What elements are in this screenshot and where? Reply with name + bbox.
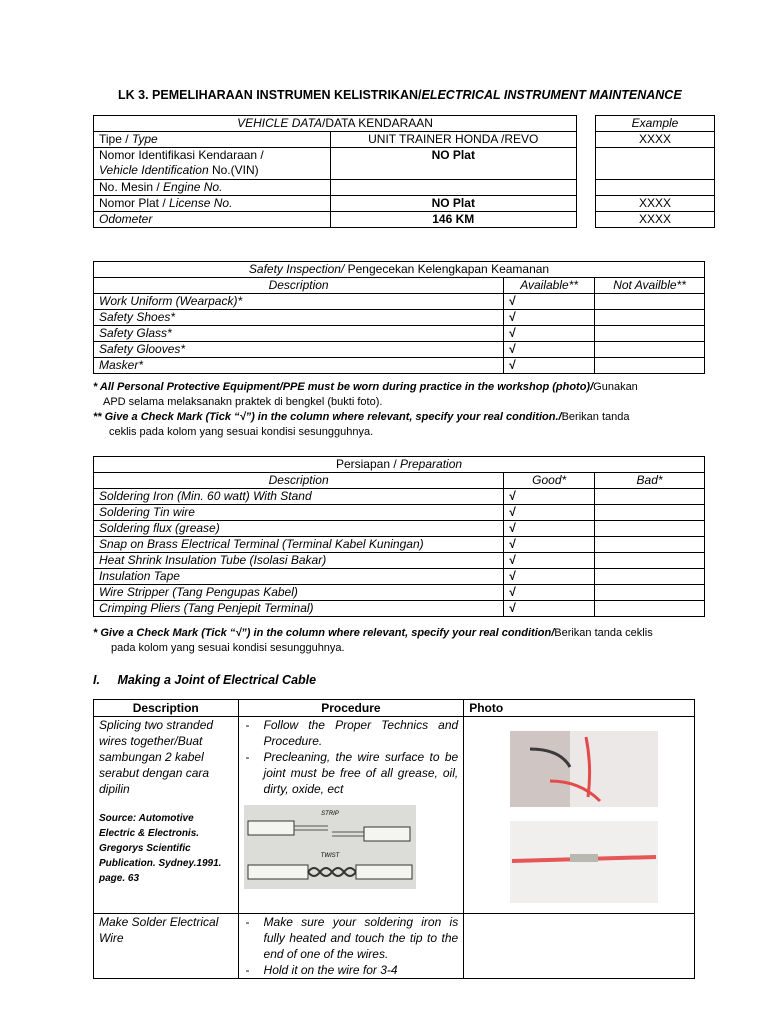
table-row	[94, 294, 705, 310]
check-cell[interactable]: √	[504, 569, 595, 585]
safety-item: Safety Shoes*	[94, 310, 504, 326]
col-description: Description	[94, 473, 504, 489]
check-cell[interactable]	[595, 489, 705, 505]
twist-label: TWIST	[320, 853, 339, 859]
table-row	[94, 521, 705, 537]
check-cell[interactable]	[595, 505, 705, 521]
check-cell[interactable]	[595, 310, 705, 326]
check-cell[interactable]: √	[504, 310, 595, 326]
photo-cell	[464, 914, 695, 979]
check-cell[interactable]: √	[504, 294, 595, 310]
table-row	[94, 489, 705, 505]
safety-item: Masker*	[94, 358, 504, 374]
col-bad: Bad*	[595, 473, 705, 489]
tool-item: Snap on Brass Electrical Terminal (Terminal Kabel Kuningan)	[94, 537, 504, 553]
procedure-steps	[238, 717, 464, 914]
example-value: XXXX	[596, 196, 715, 212]
table-row	[94, 537, 705, 553]
check-cell[interactable]: √	[504, 537, 595, 553]
check-cell[interactable]	[595, 521, 705, 537]
col-procedure: Procedure	[238, 700, 464, 717]
col-available: Available**	[504, 278, 595, 294]
strip-twist-diagram	[244, 805, 416, 889]
vehicle-label: No. Mesin / Engine No.	[94, 180, 331, 196]
safety-inspection-table	[93, 261, 705, 374]
col-description: Description	[94, 700, 239, 717]
vehicle-label: Nomor Plat / License No.	[94, 196, 331, 212]
table-row	[94, 212, 577, 228]
list-item: - Follow the Proper Technics and Procedure.	[244, 717, 459, 749]
tool-item: Heat Shrink Insulation Tube (Isolasi Bakar)	[94, 553, 504, 569]
tool-item: Soldering Tin wire	[94, 505, 504, 521]
example-value: XXXX	[596, 212, 715, 228]
strip-label: STRIP	[320, 811, 339, 817]
table-row	[94, 914, 695, 979]
list-item: - Make sure your soldering iron is fully heated and touch the tip to the end of one of the wires.	[244, 914, 459, 962]
vehicle-value: NO Plat	[330, 148, 576, 180]
document-title	[118, 88, 682, 102]
example-value	[596, 180, 715, 196]
tool-item: Wire Stripper (Tang Pengupas Kabel)	[94, 585, 504, 601]
preparation-table	[93, 456, 705, 617]
check-cell[interactable]	[595, 537, 705, 553]
safety-note: * All Personal Protective Equipment/PPE must be worn during practice in the workshop (photo)/Gunakan APD selama melaksanakn praktek di bengkel (bukti foto). ** Give a Check Mark (Tick “√”) in the column where relevant, specify your real condition./Berikan tanda ceklis pada kolom yang sesuai kondisi sesungguhnya.	[93, 381, 638, 438]
table-row	[94, 326, 705, 342]
example-value: XXXX	[596, 132, 715, 148]
vehicle-data-table	[93, 115, 577, 228]
table-row	[94, 310, 705, 326]
title-main: LK 3. PEMELIHARAAN INSTRUMEN KELISTRIKAN/	[118, 88, 422, 102]
check-cell[interactable]: √	[504, 358, 595, 374]
table-row	[94, 196, 577, 212]
check-cell[interactable]: √	[504, 601, 595, 617]
vehicle-label: Nomor Identifikasi Kendaraan / Vehicle Identification No.(VIN)	[94, 148, 331, 180]
tool-item: Soldering Iron (Min. 60 watt) With Stand	[94, 489, 504, 505]
check-cell[interactable]: √	[504, 553, 595, 569]
check-cell[interactable]: √	[504, 342, 595, 358]
table-row	[94, 358, 705, 374]
tool-item: Crimping Pliers (Tang Penjepit Terminal)	[94, 601, 504, 617]
table-row	[94, 180, 577, 196]
check-cell[interactable]	[595, 294, 705, 310]
check-cell[interactable]	[595, 358, 705, 374]
table-row	[94, 148, 577, 180]
table-row	[94, 717, 695, 914]
vehicle-value	[330, 180, 576, 196]
check-cell[interactable]	[595, 601, 705, 617]
procedure-description: Make Solder Electrical Wire	[94, 914, 239, 979]
wire-photo-bottom	[510, 821, 658, 903]
check-cell[interactable]	[595, 569, 705, 585]
procedure-description: Splicing two stranded wires together/Buat sambungan 2 kabel serabut dengan cara dipilin Source: Automotive Electric & Electronis. Gregorys Scientific Publication. Sydney.1991. page. 63	[94, 717, 239, 914]
vehicle-label: Odometer	[94, 212, 331, 228]
check-cell[interactable]: √	[504, 326, 595, 342]
photo-cell	[464, 717, 695, 914]
table-row	[94, 601, 705, 617]
table-row	[94, 342, 705, 358]
procedure-steps	[238, 914, 464, 979]
vehicle-label: Tipe / Type	[94, 132, 331, 148]
procedure-table	[93, 699, 695, 979]
table-row	[94, 132, 577, 148]
preparation-note: * Give a Check Mark (Tick “√”) in the column where relevant, specify your real condition/Berikan tanda ceklis pada kolom yang sesuai kondisi sesungguhnya.	[93, 627, 653, 654]
list-item: - Hold it on the wire for 3-4	[244, 962, 459, 978]
tool-item: Soldering flux (grease)	[94, 521, 504, 537]
list-item: - Precleaning, the wire surface to be joint must be free of all grease, oil, dirty, oxide, ect	[244, 749, 459, 797]
preparation-heading: Persiapan / Preparation	[94, 457, 705, 473]
check-cell[interactable]	[595, 342, 705, 358]
vehicle-value: NO Plat	[330, 196, 576, 212]
vehicle-data-heading: VEHICLE DATA/DATA KENDARAAN	[94, 116, 577, 132]
check-cell[interactable]	[595, 326, 705, 342]
example-value	[596, 148, 715, 180]
check-cell[interactable]: √	[504, 585, 595, 601]
col-photo: Photo	[464, 700, 695, 717]
wire-photo-top	[510, 731, 658, 807]
example-table	[595, 115, 715, 228]
table-row	[94, 569, 705, 585]
check-cell[interactable]: √	[504, 505, 595, 521]
source-citation: Source: Automotive Electric & Electronis. Gregorys Scientific Publication. Sydney.1991. page. 63	[99, 813, 222, 884]
vehicle-value: 146 KM	[330, 212, 576, 228]
tool-item: Insulation Tape	[94, 569, 504, 585]
title-italic: ELECTRICAL INSTRUMENT MAINTENANCE	[421, 88, 682, 102]
safety-heading: Safety Inspection/ Pengecekan Kelengkapan Keamanan	[94, 262, 705, 278]
safety-item: Safety Glooves*	[94, 342, 504, 358]
check-cell[interactable]	[595, 553, 705, 569]
safety-item: Work Uniform (Wearpack)*	[94, 294, 504, 310]
col-not-available: Not Availble**	[595, 278, 705, 294]
section-heading: I. Making a Joint of Electrical Cable	[93, 673, 317, 687]
safety-item: Safety Glass*	[94, 326, 504, 342]
table-row	[94, 505, 705, 521]
example-heading: Example	[596, 116, 715, 132]
col-good: Good*	[504, 473, 595, 489]
check-cell[interactable]: √	[504, 489, 595, 505]
vehicle-value: UNIT TRAINER HONDA /REVO	[330, 132, 576, 148]
col-description: Description	[94, 278, 504, 294]
check-cell[interactable]: √	[504, 521, 595, 537]
table-row	[94, 553, 705, 569]
table-row	[94, 585, 705, 601]
check-cell[interactable]	[595, 585, 705, 601]
